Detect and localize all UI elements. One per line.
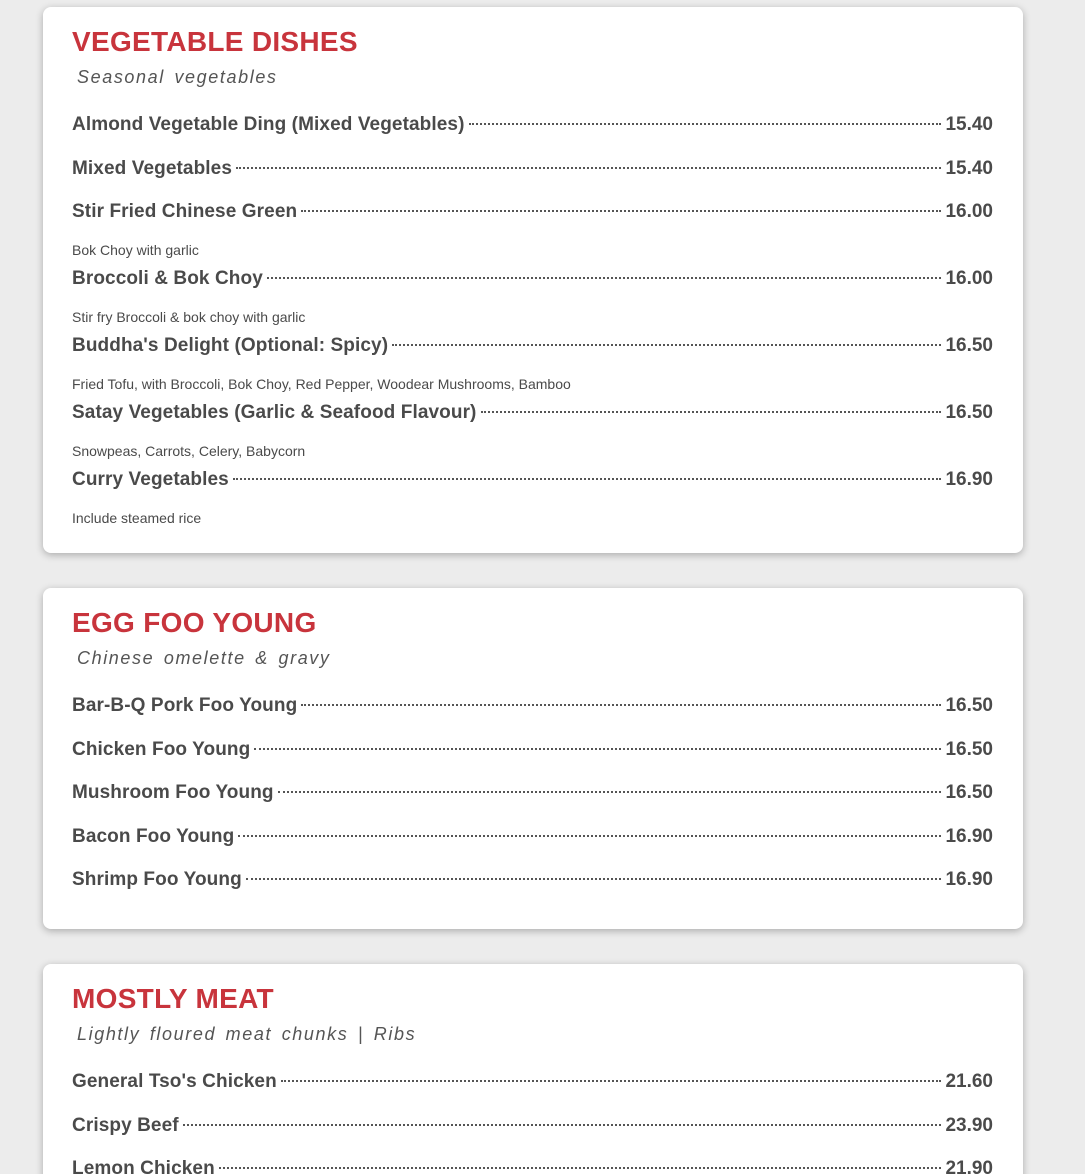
menu-item-price: 16.90 [945,469,993,490]
dot-leader [281,1080,942,1082]
dot-leader [267,277,942,279]
menu-item-price: 16.90 [945,825,993,847]
menu-item-name: Broccoli & Bok Choy [72,268,263,289]
menu-item [72,1071,993,1115]
menu-item-list [72,114,993,536]
menu-item-description: Fried Tofu, with Broccoli, Bok Choy, Red Pepper, Woodear Mushrooms, Bamboo [72,376,571,392]
menu-item-name: Satay Vegetables (Garlic & Seafood Flavour) [72,402,477,423]
dot-leader [392,344,941,346]
section-title: MOSTLY MEAT [72,983,274,1014]
menu-item-name: Curry Vegetables [72,469,229,490]
dot-leader [238,835,941,837]
menu-item-price: 16.50 [945,695,993,716]
dot-leader [254,748,941,750]
menu-item-description: Bok Choy with garlic [72,242,199,258]
menu-item-price: 16.50 [945,402,993,423]
menu-item-price: 21.90 [945,1158,993,1174]
menu-item-name: Bar-B-Q Pork Foo Young [72,695,298,716]
menu-item-name: Buddha's Delight (Optional: Spicy) [72,335,389,356]
menu-item-name: Mixed Vegetables [72,157,233,179]
menu-item [72,469,993,507]
menu-item-name: General Tso's Chicken [72,1071,277,1092]
menu-item-price: 23.90 [945,1114,993,1136]
section-subtitle: Lightly floured meat chunks | Ribs [77,1024,417,1044]
menu-item-description: Stir fry Broccoli & bok choy with garlic [72,309,306,325]
menu-item-price: 15.40 [945,114,993,135]
menu-section-egg-foo-young [43,588,1023,929]
menu-item-name: Chicken Foo Young [72,738,251,760]
dot-leader [236,167,941,169]
menu-item-description: Include steamed rice [72,510,202,526]
menu-item-name: Shrimp Foo Young [72,869,242,890]
dot-leader [301,210,941,212]
dot-leader [246,878,942,880]
dot-leader [183,1124,942,1126]
menu-item [72,782,993,826]
menu-item [72,739,993,783]
dot-leader [219,1167,942,1169]
menu-item-price: 15.40 [945,157,993,179]
menu-item-price: 16.00 [945,268,993,289]
menu-item [72,268,993,306]
section-subtitle: Seasonal vegetables [77,67,278,87]
menu-item-price: 16.50 [945,335,993,356]
menu-item [72,201,993,239]
menu-item [72,826,993,870]
menu-item-price: 16.50 [945,738,993,760]
menu-item-price: 16.00 [945,201,993,222]
menu-item-description: Snowpeas, Carrots, Celery, Babycorn [72,443,306,459]
dot-leader [481,411,942,413]
menu-item [72,402,993,440]
section-title: VEGETABLE DISHES [72,26,358,57]
menu-section-vegetable-dishes [43,7,1023,553]
menu-item-name: Stir Fried Chinese Green [72,201,298,222]
dot-leader [301,704,941,706]
menu-section-mostly-meat [43,964,1023,1174]
section-subtitle: Chinese omelette & gravy [77,648,331,668]
menu-item-list [72,1071,993,1174]
menu-item-name: Bacon Foo Young [72,825,235,847]
dot-leader [233,478,942,480]
menu-item-name: Crispy Beef [72,1114,179,1136]
menu-item [72,1158,993,1174]
dot-leader [278,791,942,793]
menu-item [72,335,993,373]
menu-item [72,869,993,913]
menu-item-price: 16.90 [945,869,993,890]
menu-item [72,114,993,158]
menu-item-price: 16.50 [945,782,993,803]
section-title: EGG FOO YOUNG [72,607,317,638]
dot-leader [469,123,942,125]
menu-item [72,695,993,739]
menu-item [72,1115,993,1159]
menu-item-name: Mushroom Foo Young [72,782,274,803]
menu-item-price: 21.60 [945,1071,993,1092]
menu-item-name: Almond Vegetable Ding (Mixed Vegetables) [72,114,465,135]
menu-item-name: Lemon Chicken [72,1158,215,1174]
menu-item [72,158,993,202]
menu-item-list [72,695,993,913]
